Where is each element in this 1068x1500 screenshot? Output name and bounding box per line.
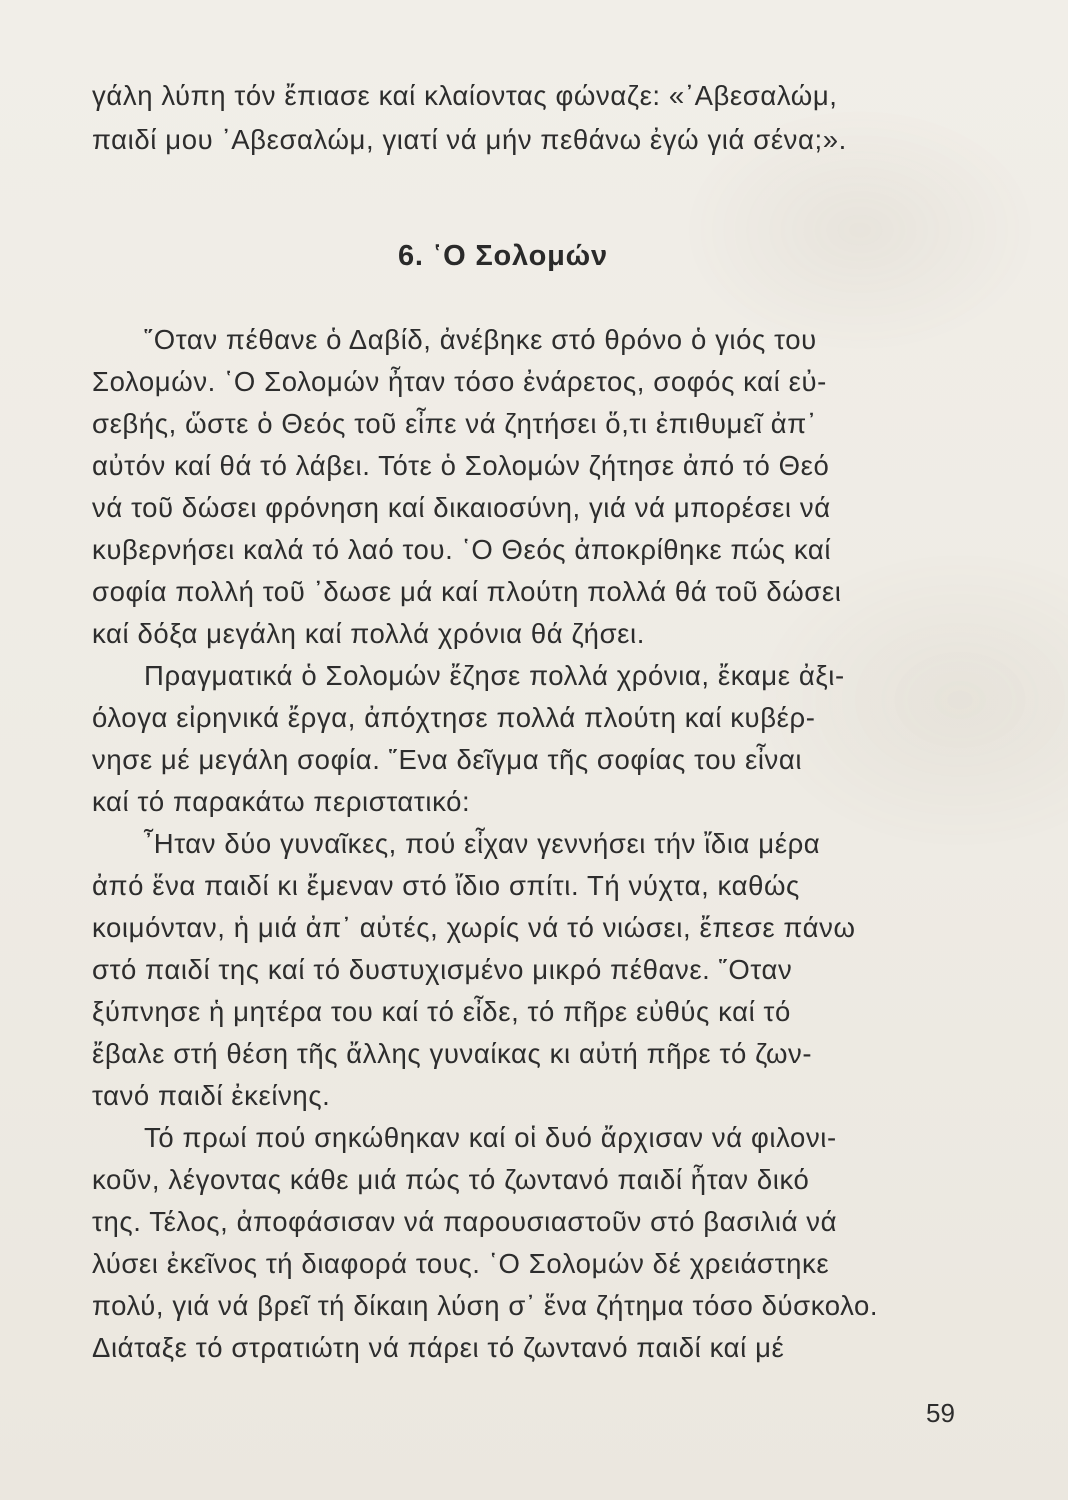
text-line: κοῦν, λέγοντας κάθε μιά πώς τό ζωντανό παιδί ἦταν δικό [92, 1164, 810, 1195]
text-line: καί τό παρακάτω περιστατικό: [92, 786, 471, 817]
text-line: ξύπνησε ἡ μητέρα του καί τό εἶδε, τό πῆρε εὐθύς καί τό [92, 996, 791, 1027]
text-line: παιδί μου ᾿Αβεσαλώμ, γιατί νά μήν πεθάνω ἐγώ γιά σένα;». [92, 124, 847, 155]
paragraph-first-line: ῞Οταν πέθανε ὁ Δαβίδ, ἀνέβηκε στό θρόνο ὁ γιός του [144, 324, 817, 355]
text-line: γάλη λύπη τόν ἔπιασε καί κλαίοντας φώναζε: «᾿Αβεσαλώμ, [92, 80, 838, 111]
text-line: στό παιδί της καί τό δυστυχισμένο μικρό πέθανε. ῞Οταν [92, 954, 793, 985]
text-line: σοφία πολλή τοῦ ᾿δωσε μά καί πλούτη πολλά θά τοῦ δώσει [92, 576, 842, 607]
text-line: κυβερνήσει καλά τό λαό του. ῾Ο Θεός ἀποκρίθηκε πώς καί [92, 534, 832, 565]
paragraph-first-line: ῏Ηταν δύο γυναῖκες, πού εἶχαν γεννήσει τήν ἴδια μέρα [144, 828, 821, 859]
paragraph-first-line: Πραγματικά ὁ Σολομών ἔζησε πολλά χρόνια, ἔκαμε ἀξι- [144, 660, 845, 691]
paragraph-first-line: Τό πρωί πού σηκώθηκαν καί οἱ δυό ἄρχισαν νά φιλονι- [144, 1122, 837, 1153]
section-heading: 6. ῾Ο Σολομών [398, 240, 608, 272]
text-line: λύσει ἐκεῖνος τή διαφορά τους. ῾Ο Σολομών δέ χρειάστηκε [92, 1248, 830, 1279]
text-line: καί δόξα μεγάλη καί πολλά χρόνια θά ζήσει. [92, 618, 645, 649]
text-line: όλογα εἰρηνικά ἔργα, ἀπόχτησε πολλά πλούτη καί κυβέρ- [92, 702, 816, 733]
text-line: νησε μέ μεγάλη σοφία. ῞Ενα δεῖγμα τῆς σοφίας του εἶναι [92, 744, 803, 775]
text-line: σεβής, ὥστε ὁ Θεός τοῦ εἶπε νά ζητήσει ὅ,τι ἐπιθυμεῖ ἀπ᾿ [92, 408, 817, 439]
text-line: ἔβαλε στή θέση τῆς ἄλλης γυναίκας κι αὐτή πῆρε τό ζων- [92, 1038, 813, 1069]
text-line: κοιμόνταν, ἡ μιά ἀπ᾿ αὐτές, χωρίς νά τό νιώσει, ἔπεσε πάνω [92, 912, 856, 943]
text-line: αὐτόν καί θά τό λάβει. Τότε ὁ Σολομών ζήτησε ἀπό τό Θεό [92, 450, 830, 481]
text-line: πολύ, γιά νά βρεῖ τή δίκαιη λύση σ᾿ ἕνα ζήτημα τόσο δύσκολο. [92, 1290, 879, 1321]
text-line: Διάταξε τό στρατιώτη νά πάρει τό ζωντανό παιδί καί μέ [92, 1332, 785, 1363]
text-line: τανό παιδί ἐκείνης. [92, 1080, 331, 1111]
page-number: 59 [926, 1398, 955, 1428]
text-line: νά τοῦ δώσει φρόνηση καί δικαιοσύνη, γιά νά μπορέσει νά [92, 492, 831, 523]
text-line: της. Τέλος, ἀποφάσισαν νά παρουσιαστοῦν στό βασιλιά νά [92, 1206, 838, 1237]
text-line: ἀπό ἕνα παιδί κι ἔμεναν στό ἴδιο σπίτι. Τή νύχτα, καθώς [92, 870, 800, 901]
text-line: Σολομών. ῾Ο Σολομών ἦταν τόσο ἐνάρετος, σοφός καί εὐ- [92, 366, 827, 397]
